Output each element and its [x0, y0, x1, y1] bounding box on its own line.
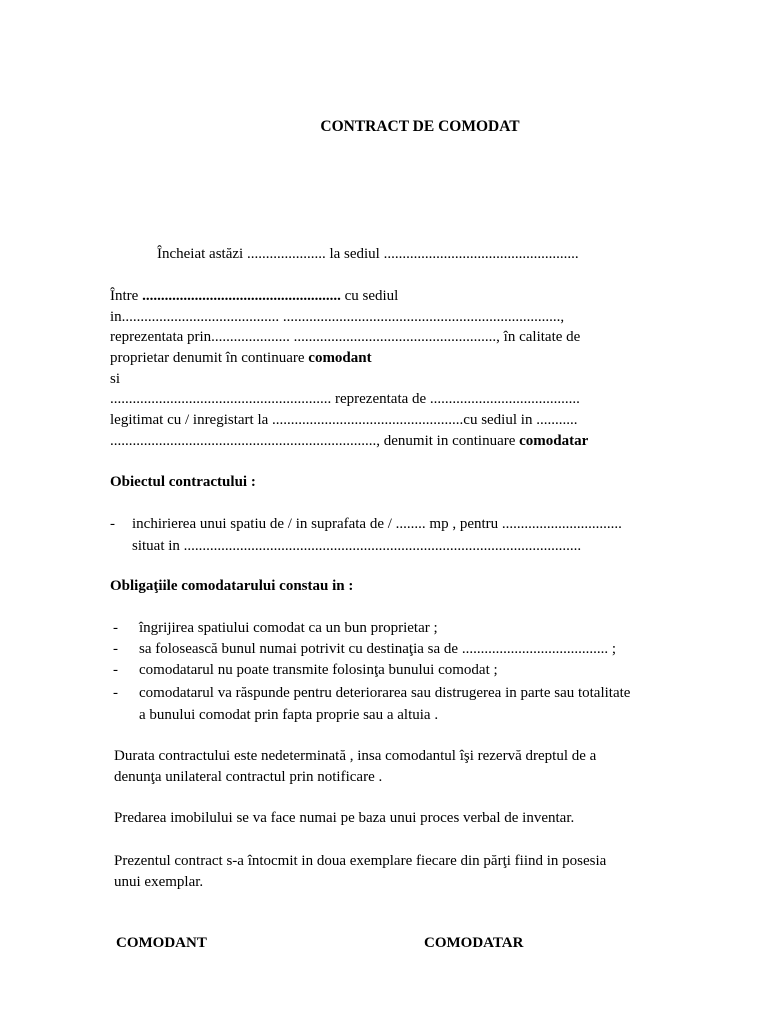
list-item-dash: - [113, 641, 118, 657]
parties-line-8: ......................................................................., denumit in continuare comodatar [110, 433, 589, 449]
object-item-line-2: situat in .......................................................................................................... [132, 538, 582, 554]
obligations-heading: Obligaţiile comodatarului constau in : [110, 578, 354, 594]
object-dash: - [110, 516, 115, 532]
list-item-dash: - [113, 662, 118, 678]
duration-line-1: Durata contractului este nedeterminată , insa comodantul îşi rezervă dreptul de a [114, 748, 597, 764]
handover-paragraph: Predarea imobilului se va face numai pe baza unui proces verbal de inventar. [114, 810, 575, 826]
list-item: îngrijirea spatiului comodat ca un bun proprietar ; [139, 620, 438, 636]
parties-line-2: in.......................................... .........................................................................., [110, 309, 565, 325]
parties-line-4: proprietar denumit în continuare comodant [110, 350, 372, 366]
signature-comodatar: COMODATAR [424, 935, 524, 951]
parties-line-7: legitimat cu / inregistart la ...................................................cu sediul in ........... [110, 412, 578, 428]
list-item-dash: - [113, 685, 118, 701]
signature-comodant: COMODANT [116, 935, 207, 951]
copies-line-1: Prezentul contract s-a întocmit in doua exemplare fiecare din părţi fiind in posesia [114, 853, 607, 869]
object-item-line-1: inchirierea unui spatiu de / in suprafata de / ........ mp , pentru ................................ [132, 516, 622, 532]
parties-line-5: si [110, 371, 121, 387]
parties-line-3: reprezentata prin..................... ......................................................, în calitate de [110, 329, 581, 345]
list-item: comodatarul va răspunde pentru deteriorarea sau distrugerea in parte sau totalitate [139, 685, 631, 701]
list-item: comodatarul nu poate transmite folosinţa bunului comodat ; [139, 662, 498, 678]
copies-line-2: unui exemplar. [114, 874, 204, 890]
object-heading: Obiectul contractului : [110, 474, 256, 490]
list-item-continuation: a bunului comodat prin fapta proprie sau a altuia . [139, 707, 439, 723]
document-title: CONTRACT DE COMODAT [320, 118, 520, 135]
list-item-dash: - [113, 620, 118, 636]
parties-line-6: ........................................................... reprezentata de ........................................ [110, 391, 580, 407]
duration-line-2: denunţa unilateral contractul prin notificare . [114, 769, 383, 785]
list-item: sa folosească bunul numai potrivit cu destinaţia sa de ....................................... ; [139, 641, 616, 657]
parties-line-1: Între ..................................................... cu sediul [110, 288, 399, 304]
intro-line: Încheiat astăzi ..................... la sediul .................................................... [157, 246, 579, 262]
